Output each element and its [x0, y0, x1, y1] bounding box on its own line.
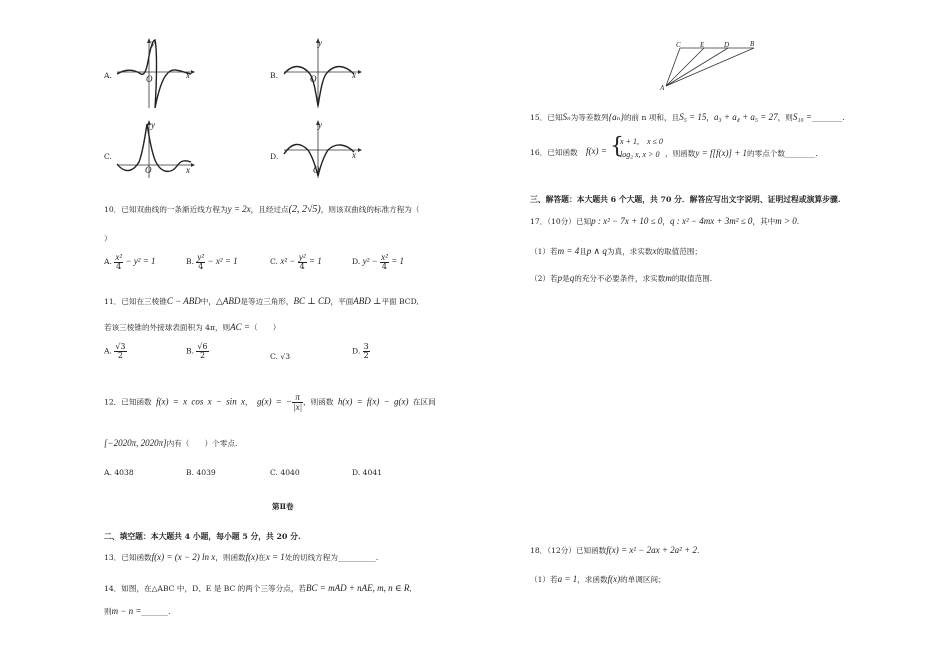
q9-b-axis-x: x — [352, 70, 356, 80]
section2-heading: 二、填空题：本大题共 4 小题，每小题 5 分，共 20 分. — [104, 532, 301, 541]
q9-graph-a — [115, 38, 195, 110]
q17-sub1: （1）若m = 4且p ∧ q为真，求实数x的取值范围； — [530, 246, 703, 256]
q9-option-b-label: B. — [270, 71, 278, 80]
q13-stem: 13．已知函数f(x) = (x − 2) ln x，则函数f(x)在x = 1处的切线方程为__________. — [104, 552, 379, 562]
fig14-label-a: A — [660, 84, 665, 92]
q12-option-a[interactable]: A. 4038 — [104, 468, 134, 477]
q9-graph-c — [115, 120, 195, 180]
q9-option-c-label: C. — [104, 152, 112, 161]
q9-a-axis-x: x — [186, 70, 190, 80]
q9-b-axis-y: y — [318, 38, 322, 48]
q12-option-c[interactable]: C. 4040 — [270, 468, 300, 477]
q10-close-paren: ） — [104, 234, 112, 243]
q16-brace: { — [610, 134, 624, 159]
part2-heading: 第Ⅱ卷 — [272, 502, 294, 511]
q9-graph-d — [282, 120, 362, 180]
q17-stem: 17．（10分）已知p : x² − 7x + 10 ≤ 0，q : x² − 4mx + 3m² ≤ 0，其中m > 0. — [530, 216, 800, 226]
q9-option-a-label: A. — [104, 71, 112, 80]
q12-stem-line1: 12．已知函数 f(x) = x cos x − sin x， g(x) = − $\frac{\pi}{|x|}$ ，则函数 h(x) = f(x) − g(x) 在区间 — [104, 392, 436, 412]
q10-stem: 10．已知双曲线的一条渐近线方程为y = 2x，且经过点(2, 2√5)，则该双曲线的标准方程为（ — [104, 204, 420, 215]
q18-stem: 18．（12分）已知函数f(x) = x² − 2ax + 2a² + 2. — [530, 545, 700, 555]
q9-d-axis-x: x — [352, 150, 356, 160]
fig14-label-c: C — [676, 41, 681, 49]
fig14-label-d: D — [724, 41, 730, 49]
q15-stem: 15．已知Sₙ为等差数列{aₙ}的前 n 项和，且S₅ = 15，a₃ + a₄ + a₅ = 27，则S₁₀ =________. — [530, 112, 845, 122]
q11-option-d[interactable]: D. $\frac{3}{2}$ — [352, 342, 369, 360]
q12-option-d[interactable]: D. 4041 — [352, 468, 382, 477]
q12-option-b[interactable]: B. 4039 — [186, 468, 216, 477]
q14-stem-line1: 14．如图，在△ABC 中，D、E 是 BC 的两个三等分点，若BC = mAD + nAE, m, n ∈ R, — [104, 583, 412, 593]
q9-graph-b — [282, 38, 362, 110]
q9-c-axis-y: y — [151, 120, 155, 130]
q17-sub2: （2）若p是q的充分不必要条件，求实数m的取值范围. — [530, 273, 713, 283]
q16-f-def: f(x) = — [586, 146, 607, 156]
section3-heading: 三、解答题：本大题共 6 个大题，共 70 分．解答应写出文字说明、证明过程或演算步骤. — [530, 195, 841, 204]
q12-stem-line2: [−2020π, 2020π]内有（ ）个零点. — [104, 438, 238, 448]
q9-d-axis-y: y — [318, 120, 322, 130]
q16-case-1: x + 1, x ≤ 0 — [620, 137, 663, 146]
q11-option-a[interactable]: A. $\frac{√3}{2}$ — [104, 342, 126, 360]
q11-option-c[interactable]: C. √3 — [270, 352, 291, 361]
q9-a-origin: O — [146, 74, 153, 84]
q9-a-axis-y: y — [151, 38, 155, 48]
q18-sub1: （1）若a = 1，求函数f(x)的单调区间； — [530, 574, 666, 584]
q16-stem-tail: ，则函数y = f[f(x)] + 1的零点个数________. — [665, 148, 818, 158]
q10-option-c[interactable]: C. x² − $\frac{\text{y²}}{4}$ = 1 — [270, 252, 322, 271]
fig14-label-e: E — [700, 41, 705, 49]
q11-stem-line1: 11．已知在三棱锥C − ABD中，△ABD是等边三角形，BC ⊥ CD，平面ABD ⊥平面 BCD, — [104, 296, 419, 306]
q11-stem-line2: 若该三棱锥的外接球表面积为 4π，则AC =（ ） — [104, 322, 281, 332]
q9-c-axis-x: x — [186, 165, 190, 175]
fig14-label-b: B — [750, 40, 755, 48]
q16-case-2: log₂ x, x > 0 — [620, 150, 660, 159]
q10-option-d[interactable]: D. y² − $\frac{\text{x²}}{4}$ = 1 — [352, 252, 405, 271]
q10-option-a[interactable]: A. $\frac{\text{x²}}{4}$ − y² = 1 — [104, 252, 156, 271]
q9-d-origin: O — [313, 165, 320, 175]
q16-stem: 16．已知函数 — [530, 148, 578, 157]
q11-option-b[interactable]: B. $\frac{√6}{2}$ — [186, 342, 208, 360]
q9-option-d-label: D. — [270, 152, 279, 161]
q14-stem-line2: 则m − n =_______. — [104, 606, 171, 616]
q9-b-origin: O — [310, 74, 317, 84]
q10-option-b[interactable]: B. $\frac{\text{y²}}{4}$ − x² = 1 — [186, 252, 238, 271]
q9-c-origin: O — [145, 165, 152, 175]
